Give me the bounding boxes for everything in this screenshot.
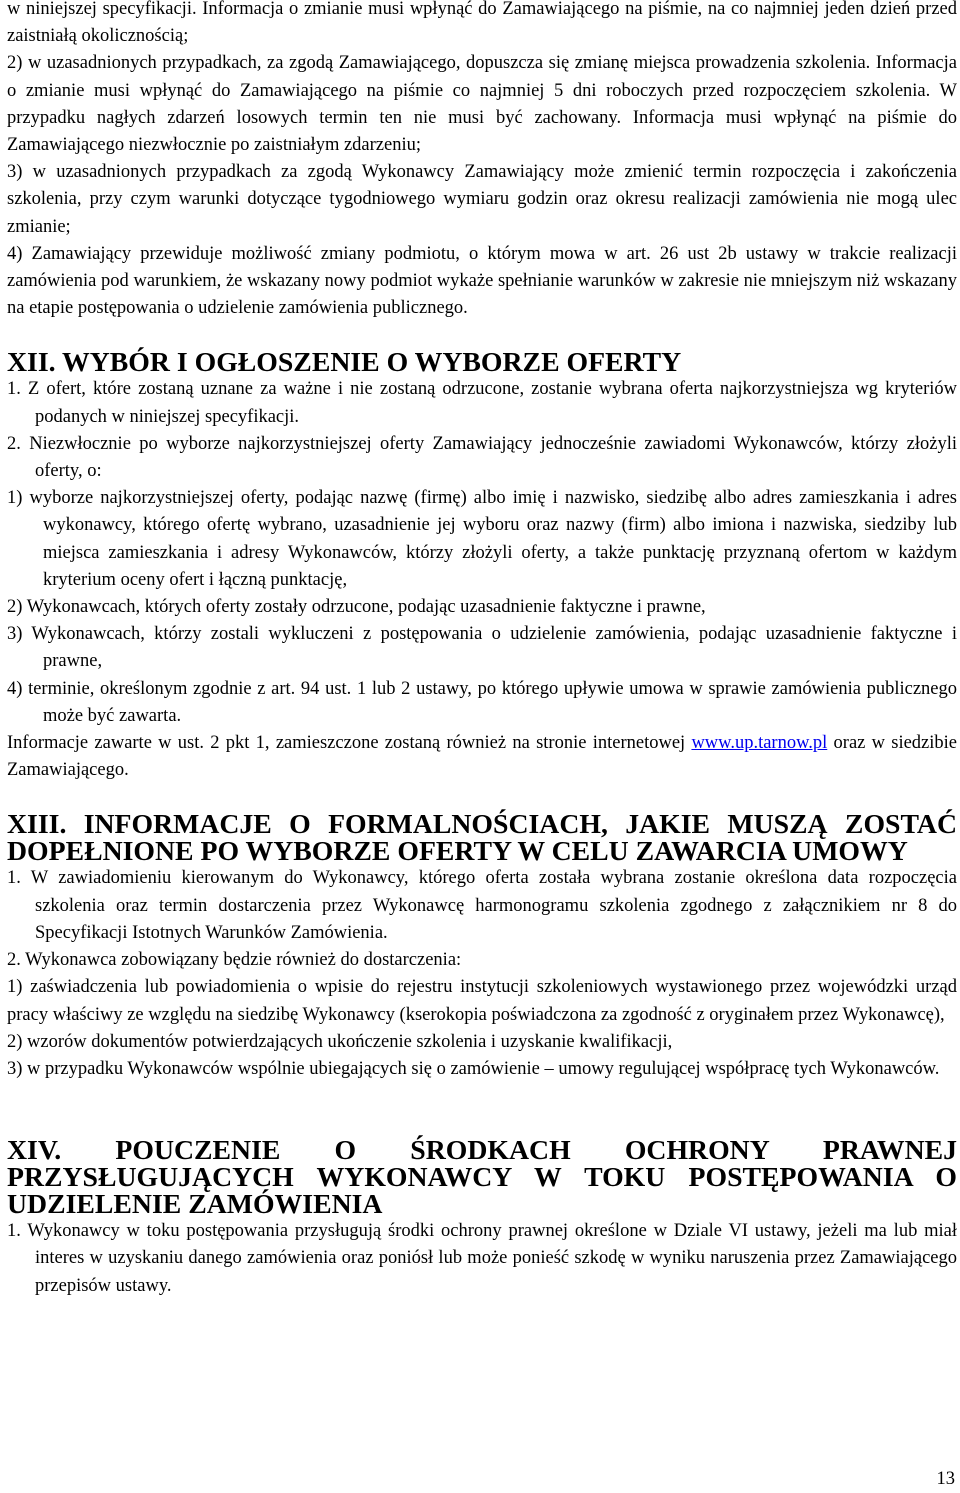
spacer [0, 1083, 960, 1137]
section-xii-sub-1: 1) wyborze najkorzystniejszej oferty, podając nazwę (firmę) albo imię i nazwisko, siedzibę albo adres zamieszkania i adres wykonawcy, którego ofertę wybrano, uzasadnienie jej wyboru oraz nazwy (firm) albo imiona i nazwiska, siedziby lub miejsca zamieszkania i adresy Wykonawców, którzy złożyli oferty, a także punktację przyznaną ofertom w każdym kryterium oceny ofert i łączną punktację, [7, 488, 957, 590]
section-xiv-item-1: 1. Wykonawcy w toku postępowania przysługują środki ochrony prawnej określone w Dziale VI ustawy, jeżeli ma lub miał interes w uzyskaniu danego zamówienia oraz poniósł lub może ponieść szkodę w wyniku naruszenia przez Zamawiającego przepisów ustawy. [7, 1221, 957, 1296]
section-heading-xiv: XIV. POUCZENIE O ŚRODKACH OCHRONY PRAWNEJ PRZYSŁUGUJĄCYCH WYKONAWCY W TOKU POSTĘPOWANIA O UDZIELENIE ZAMÓWIENIA [7, 1135, 957, 1221]
paragraph-item-2: 2) w uzasadnionych przypadkach, za zgodą Zamawiającego, dopuszcza się zmianę miejsca prowadzenia szkolenia. Informacja o zmianie musi wpłynąć do Zamawiającego na piśmie co najmniej 5 dni roboczych przed rozpoczęciem szkolenia. W przypadku nagłych zdarzeń losowych termin ten nie musi być zachowany. Informacja musi wpłynąć na piśmie do Zamawiającego niezwłocznie po zaistniałym zdarzeniu; [7, 53, 957, 156]
section-xii-sub-4: 4) terminie, określonym zgodnie z art. 94 ust. 1 lub 2 ustawy, po którego upływie umowa w sprawie zamówienia publicznego może być zawarta. [7, 678, 957, 726]
paragraph-item-4: 4) Zamawiający przewiduje możliwość zmiany podmiotu, o którym mowa w art. 26 ust 2b ustawy w trakcie realizacji zamówienia pod warunkiem, że wskazany nowy podmiot wykaże spełnianie warunków w zakresie nie mniejszym niż wskazany na etapie postępowania o udzielenie zamówienia publicznego. [7, 243, 957, 319]
section-xii-sub-3: 3) Wykonawcach, którzy zostali wykluczeni z postępowania o udzielenie zamówienia, podając uzasadnienie faktyczne i prawne, [7, 624, 957, 672]
info-text-end: oraz w siedzibie Zamawiającego. [7, 733, 957, 781]
section-xiii-item-1: 1. W zawiadomieniu kierowanym do Wykonawcy, którego oferta została wybrana zostanie określona data rozpoczęcia szkolenia oraz termin dostarczenia przez Wykonawcę harmonogramu szkolenia zgodnego z załącznikiem nr 8 do Specyfikacji Istotnych Warunków Zamówienia. [7, 868, 957, 943]
website-link[interactable]: www.up.tarnow.pl [691, 733, 828, 754]
page-number: 13 [936, 1469, 955, 1489]
section-heading-xii: XII. WYBÓR I OGŁOSZENIE O WYBORZE OFERTY [7, 347, 682, 379]
section-xii-item-2: 2. Niezwłocznie po wyborze najkorzystniejszej oferty Zamawiający jednocześnie zawiadomi Wykonawców, którzy złożyli oferty, o: [7, 433, 957, 482]
section-xii-info [7, 730, 957, 784]
info-text: Informacje zawarte w ust. 2 pkt 1, zamieszczone zostaną również na stronie internetowej [7, 733, 686, 754]
paragraph-continuation: w niniejszej specyfikacji. Informacja o zmianie musi wpłynąć do Zamawiającego na piśmie, na co najmniej jeden dzień przed zaistniałą okolicznością; [7, 0, 957, 47]
section-xiii-item-2: 2. Wykonawca zobowiązany będzie również do dostarczenia: [7, 950, 462, 971]
spacer [0, 322, 960, 349]
spacer [0, 784, 960, 811]
section-xiii-sub-2: 2) wzorów dokumentów potwierdzających ukończenie szkolenia i uzyskanie kwalifikacji, [7, 1031, 673, 1052]
section-xiii-sub-1: 1) zaświadczenia lub powiadomienia o wpisie do rejestru instytucji szkoleniowych wystawionego przez wojewódzki urząd pracy właściwy ze względu na siedzibę Wykonawcy (kserokopia poświadczona za zgodność z oryginałem przez Wykonawcę), [7, 977, 957, 1025]
section-heading-xiii: XIII. INFORMACJE O FORMALNOŚCIACH, JAKIE MUSZĄ ZOSTAĆ DOPEŁNIONE PO WYBORZE OFERTY W CELU ZAWARCIA UMOWY [7, 809, 957, 868]
section-xiii-sub-3: 3) w przypadku Wykonawców wspólnie ubiegających się o zamówienie – umowy regulującej współpracę tych Wykonawców. [7, 1058, 940, 1079]
section-xii-item-1: 1. Z ofert, które zostaną uznane za ważne i nie zostaną odrzucone, zostanie wybrana oferta najkorzystniejsza wg kryteriów podanych w niniejszej specyfikacji. [7, 379, 957, 427]
paragraph-item-3: 3) w uzasadnionych przypadkach za zgodą Wykonawcy Zamawiający może zmienić termin rozpoczęcia i zakończenia szkolenia, przy czym warunki dotyczące tygodniowego wymiaru godzin oraz okresu realizacji zamówienia nie mogą ulec zmianie; [7, 162, 957, 237]
section-xii-sub-2: 2) Wykonawcach, których oferty zostały odrzucone, podając uzasadnienie faktyczne i prawne, [7, 597, 706, 618]
